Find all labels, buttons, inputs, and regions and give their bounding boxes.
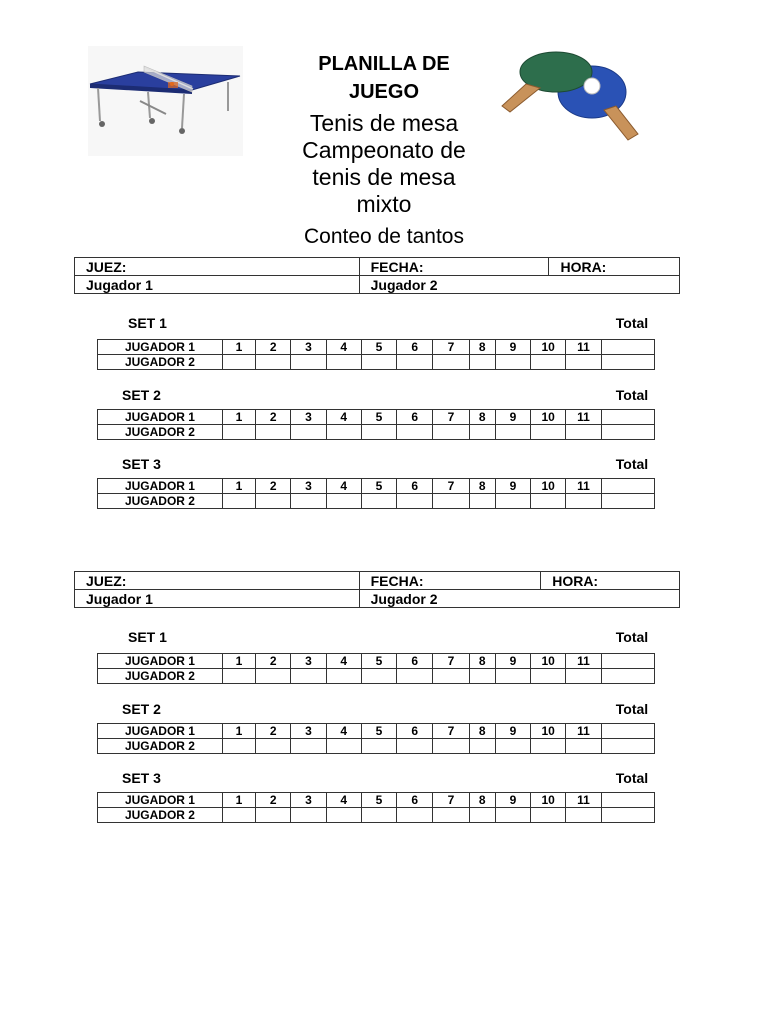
point-cell[interactable]: 9 bbox=[495, 479, 530, 494]
point-cell[interactable]: 11 bbox=[566, 479, 601, 494]
total-cell[interactable] bbox=[601, 654, 654, 669]
point-cell[interactable] bbox=[433, 494, 469, 509]
point-cell[interactable] bbox=[531, 494, 566, 509]
point-cell[interactable] bbox=[256, 425, 291, 440]
player2-row-label: JUGADOR 2 bbox=[98, 425, 223, 440]
score-row-player2 bbox=[98, 355, 655, 370]
score-row-player1 bbox=[98, 340, 655, 355]
subtitle: Conteo de tantos bbox=[304, 225, 464, 248]
point-cell[interactable]: 10 bbox=[531, 479, 566, 494]
time-field[interactable]: HORA: bbox=[541, 572, 680, 590]
point-cell[interactable] bbox=[469, 739, 495, 754]
score-row-player2 bbox=[98, 425, 655, 440]
point-cell[interactable] bbox=[433, 739, 469, 754]
point-cell[interactable]: 4 bbox=[326, 724, 361, 739]
point-cell[interactable] bbox=[433, 355, 469, 370]
total-cell[interactable] bbox=[601, 355, 654, 370]
point-cell[interactable]: 6 bbox=[397, 479, 433, 494]
point-cell[interactable]: 2 bbox=[256, 654, 291, 669]
player1-row-label: JUGADOR 1 bbox=[98, 340, 223, 355]
point-cell[interactable] bbox=[326, 425, 361, 440]
point-cell[interactable] bbox=[495, 425, 530, 440]
point-cell[interactable]: 1 bbox=[222, 479, 255, 494]
point-cell[interactable]: 3 bbox=[291, 724, 326, 739]
point-cell[interactable] bbox=[397, 739, 433, 754]
point-cell[interactable] bbox=[222, 355, 255, 370]
judge-field[interactable]: JUEZ: bbox=[75, 258, 360, 276]
point-cell[interactable]: 5 bbox=[361, 724, 396, 739]
point-cell[interactable]: 5 bbox=[361, 793, 396, 808]
score-table bbox=[97, 409, 655, 440]
player2-row-label: JUGADOR 2 bbox=[98, 355, 223, 370]
point-cell[interactable] bbox=[291, 739, 326, 754]
point-cell[interactable] bbox=[326, 355, 361, 370]
point-cell[interactable]: 7 bbox=[433, 654, 469, 669]
player1-field[interactable]: Jugador 1 bbox=[75, 276, 360, 294]
point-cell[interactable] bbox=[469, 355, 495, 370]
point-cell[interactable] bbox=[361, 739, 396, 754]
point-cell[interactable]: 9 bbox=[495, 793, 530, 808]
score-row-player1 bbox=[98, 479, 655, 494]
point-cell[interactable] bbox=[531, 355, 566, 370]
point-cell[interactable]: 6 bbox=[397, 340, 433, 355]
point-cell[interactable]: 5 bbox=[361, 410, 396, 425]
score-table bbox=[97, 339, 655, 370]
point-cell[interactable]: 4 bbox=[326, 340, 361, 355]
player2-row-label: JUGADOR 2 bbox=[98, 808, 223, 823]
point-cell[interactable] bbox=[495, 739, 530, 754]
point-cell[interactable]: 10 bbox=[531, 654, 566, 669]
score-row-player2 bbox=[98, 739, 655, 754]
point-cell[interactable]: 1 bbox=[222, 410, 255, 425]
point-cell[interactable] bbox=[433, 425, 469, 440]
ping-pong-table-image bbox=[88, 46, 243, 156]
point-cell[interactable]: 6 bbox=[397, 654, 433, 669]
point-cell[interactable] bbox=[397, 425, 433, 440]
point-cell[interactable] bbox=[222, 739, 255, 754]
point-cell[interactable] bbox=[291, 425, 326, 440]
player1-row-label: JUGADOR 1 bbox=[98, 410, 223, 425]
point-cell[interactable]: 6 bbox=[397, 410, 433, 425]
point-cell[interactable] bbox=[566, 355, 601, 370]
player2-row-label: JUGADOR 2 bbox=[98, 669, 223, 684]
point-cell[interactable]: 2 bbox=[256, 724, 291, 739]
point-cell[interactable] bbox=[566, 425, 601, 440]
point-cell[interactable] bbox=[361, 808, 396, 823]
date-field[interactable]: FECHA: bbox=[359, 572, 541, 590]
score-row-player1 bbox=[98, 793, 655, 808]
championship-line1: Campeonato de bbox=[302, 137, 466, 163]
point-cell[interactable]: 4 bbox=[326, 479, 361, 494]
score-row-player2 bbox=[98, 494, 655, 509]
total-cell[interactable] bbox=[601, 724, 654, 739]
point-cell[interactable] bbox=[256, 669, 291, 684]
point-cell[interactable]: 5 bbox=[361, 479, 396, 494]
point-cell[interactable]: 1 bbox=[222, 724, 255, 739]
total-cell[interactable] bbox=[601, 494, 654, 509]
point-cell[interactable] bbox=[531, 739, 566, 754]
point-cell[interactable]: 8 bbox=[469, 479, 495, 494]
sheet-header-table bbox=[74, 257, 680, 294]
point-cell[interactable]: 10 bbox=[531, 410, 566, 425]
point-cell[interactable]: 2 bbox=[256, 793, 291, 808]
point-cell[interactable]: 1 bbox=[222, 654, 255, 669]
point-cell[interactable] bbox=[469, 808, 495, 823]
point-cell[interactable] bbox=[531, 808, 566, 823]
point-cell[interactable] bbox=[256, 808, 291, 823]
judge-field[interactable]: JUEZ: bbox=[75, 572, 360, 590]
point-cell[interactable]: 2 bbox=[256, 340, 291, 355]
total-cell[interactable] bbox=[601, 479, 654, 494]
total-label: Total bbox=[615, 629, 649, 645]
set-label: SET 2 bbox=[122, 701, 161, 717]
point-cell[interactable] bbox=[495, 669, 530, 684]
point-cell[interactable] bbox=[433, 669, 469, 684]
point-cell[interactable] bbox=[326, 739, 361, 754]
score-row-player2 bbox=[98, 669, 655, 684]
total-cell[interactable] bbox=[601, 793, 654, 808]
point-cell[interactable]: 3 bbox=[291, 410, 326, 425]
point-cell[interactable] bbox=[222, 669, 255, 684]
point-cell[interactable]: 10 bbox=[531, 724, 566, 739]
point-cell[interactable]: 3 bbox=[291, 340, 326, 355]
total-label: Total bbox=[615, 456, 649, 472]
score-table bbox=[97, 723, 655, 754]
point-cell[interactable]: 5 bbox=[361, 340, 396, 355]
total-label: Total bbox=[615, 315, 649, 331]
point-cell[interactable]: 4 bbox=[326, 793, 361, 808]
point-cell[interactable] bbox=[397, 494, 433, 509]
total-cell[interactable] bbox=[601, 739, 654, 754]
point-cell[interactable]: 11 bbox=[566, 793, 601, 808]
point-cell[interactable]: 1 bbox=[222, 793, 255, 808]
point-cell[interactable]: 6 bbox=[397, 724, 433, 739]
point-cell[interactable]: 2 bbox=[256, 410, 291, 425]
total-label: Total bbox=[615, 387, 649, 403]
point-cell[interactable]: 9 bbox=[495, 654, 530, 669]
point-cell[interactable]: 7 bbox=[433, 793, 469, 808]
player1-row-label: JUGADOR 1 bbox=[98, 479, 223, 494]
point-cell[interactable] bbox=[397, 808, 433, 823]
player1-row-label: JUGADOR 1 bbox=[98, 793, 223, 808]
set-label: SET 2 bbox=[122, 387, 161, 403]
sheet-header-table bbox=[74, 571, 680, 608]
title-block bbox=[240, 50, 528, 250]
point-cell[interactable] bbox=[361, 669, 396, 684]
point-cell[interactable]: 5 bbox=[361, 654, 396, 669]
time-field[interactable]: HORA: bbox=[549, 258, 680, 276]
point-cell[interactable] bbox=[291, 669, 326, 684]
total-cell[interactable] bbox=[601, 340, 654, 355]
point-cell[interactable] bbox=[256, 355, 291, 370]
total-cell[interactable] bbox=[601, 425, 654, 440]
point-cell[interactable]: 7 bbox=[433, 340, 469, 355]
point-cell[interactable] bbox=[397, 669, 433, 684]
point-cell[interactable] bbox=[495, 494, 530, 509]
point-cell[interactable] bbox=[566, 494, 601, 509]
point-cell[interactable] bbox=[222, 808, 255, 823]
point-cell[interactable]: 8 bbox=[469, 410, 495, 425]
point-cell[interactable]: 8 bbox=[469, 793, 495, 808]
point-cell[interactable] bbox=[222, 494, 255, 509]
score-row-player1 bbox=[98, 654, 655, 669]
set-label: SET 3 bbox=[122, 456, 161, 472]
point-cell[interactable]: 4 bbox=[326, 654, 361, 669]
score-row-player2 bbox=[98, 808, 655, 823]
total-label: Total bbox=[615, 770, 649, 786]
point-cell[interactable]: 10 bbox=[531, 793, 566, 808]
point-cell[interactable] bbox=[291, 355, 326, 370]
point-cell[interactable] bbox=[361, 425, 396, 440]
point-cell[interactable] bbox=[566, 739, 601, 754]
point-cell[interactable] bbox=[361, 355, 396, 370]
point-cell[interactable] bbox=[291, 494, 326, 509]
point-cell[interactable] bbox=[566, 808, 601, 823]
point-cell[interactable] bbox=[326, 669, 361, 684]
player2-field[interactable]: Jugador 2 bbox=[359, 276, 679, 294]
point-cell[interactable] bbox=[531, 425, 566, 440]
score-table bbox=[97, 792, 655, 823]
point-cell[interactable] bbox=[361, 494, 396, 509]
date-field[interactable]: FECHA: bbox=[359, 258, 549, 276]
player1-row-label: JUGADOR 1 bbox=[98, 724, 223, 739]
player2-row-label: JUGADOR 2 bbox=[98, 739, 223, 754]
point-cell[interactable] bbox=[531, 669, 566, 684]
player2-field[interactable]: Jugador 2 bbox=[359, 590, 679, 608]
point-cell[interactable]: 8 bbox=[469, 340, 495, 355]
point-cell[interactable] bbox=[397, 355, 433, 370]
point-cell[interactable] bbox=[222, 425, 255, 440]
point-cell[interactable] bbox=[495, 355, 530, 370]
point-cell[interactable]: 9 bbox=[495, 410, 530, 425]
point-cell[interactable] bbox=[326, 494, 361, 509]
point-cell[interactable]: 1 bbox=[222, 340, 255, 355]
total-label: Total bbox=[615, 701, 649, 717]
championship-line2: tenis de mesa bbox=[312, 164, 456, 190]
point-cell[interactable] bbox=[326, 808, 361, 823]
set-label: SET 3 bbox=[122, 770, 161, 786]
point-cell[interactable]: 7 bbox=[433, 479, 469, 494]
point-cell[interactable] bbox=[495, 808, 530, 823]
score-row-player1 bbox=[98, 724, 655, 739]
point-cell[interactable] bbox=[469, 425, 495, 440]
point-cell[interactable] bbox=[256, 494, 291, 509]
player2-row-label: JUGADOR 2 bbox=[98, 494, 223, 509]
page-title-line2: JUEGO bbox=[348, 81, 420, 103]
point-cell[interactable] bbox=[433, 808, 469, 823]
total-cell[interactable] bbox=[601, 410, 654, 425]
point-cell[interactable]: 7 bbox=[433, 724, 469, 739]
set-label: SET 1 bbox=[128, 315, 167, 331]
point-cell[interactable] bbox=[469, 494, 495, 509]
point-cell[interactable] bbox=[256, 739, 291, 754]
point-cell[interactable]: 11 bbox=[566, 340, 601, 355]
point-cell[interactable] bbox=[566, 669, 601, 684]
point-cell[interactable]: 9 bbox=[495, 724, 530, 739]
point-cell[interactable]: 2 bbox=[256, 479, 291, 494]
point-cell[interactable]: 4 bbox=[326, 410, 361, 425]
point-cell[interactable]: 8 bbox=[469, 724, 495, 739]
point-cell[interactable] bbox=[291, 808, 326, 823]
sport-title: Tenis de mesa bbox=[309, 110, 459, 136]
player1-row-label: JUGADOR 1 bbox=[98, 654, 223, 669]
score-row-player1 bbox=[98, 410, 655, 425]
total-cell[interactable] bbox=[601, 808, 654, 823]
point-cell[interactable]: 3 bbox=[291, 654, 326, 669]
player1-field[interactable]: Jugador 1 bbox=[75, 590, 360, 608]
score-table bbox=[97, 653, 655, 684]
point-cell[interactable]: 11 bbox=[566, 654, 601, 669]
total-cell[interactable] bbox=[601, 669, 654, 684]
score-table bbox=[97, 478, 655, 509]
page-title-line1: PLANILLA DE bbox=[318, 53, 450, 75]
championship-line3: mixto bbox=[356, 191, 412, 217]
point-cell[interactable]: 7 bbox=[433, 410, 469, 425]
set-label: SET 1 bbox=[128, 629, 167, 645]
point-cell[interactable]: 10 bbox=[531, 340, 566, 355]
point-cell[interactable] bbox=[469, 669, 495, 684]
point-cell[interactable]: 3 bbox=[291, 479, 326, 494]
point-cell[interactable]: 11 bbox=[566, 410, 601, 425]
point-cell[interactable]: 8 bbox=[469, 654, 495, 669]
point-cell[interactable]: 6 bbox=[397, 793, 433, 808]
point-cell[interactable]: 3 bbox=[291, 793, 326, 808]
point-cell[interactable]: 11 bbox=[566, 724, 601, 739]
point-cell[interactable]: 9 bbox=[495, 340, 530, 355]
